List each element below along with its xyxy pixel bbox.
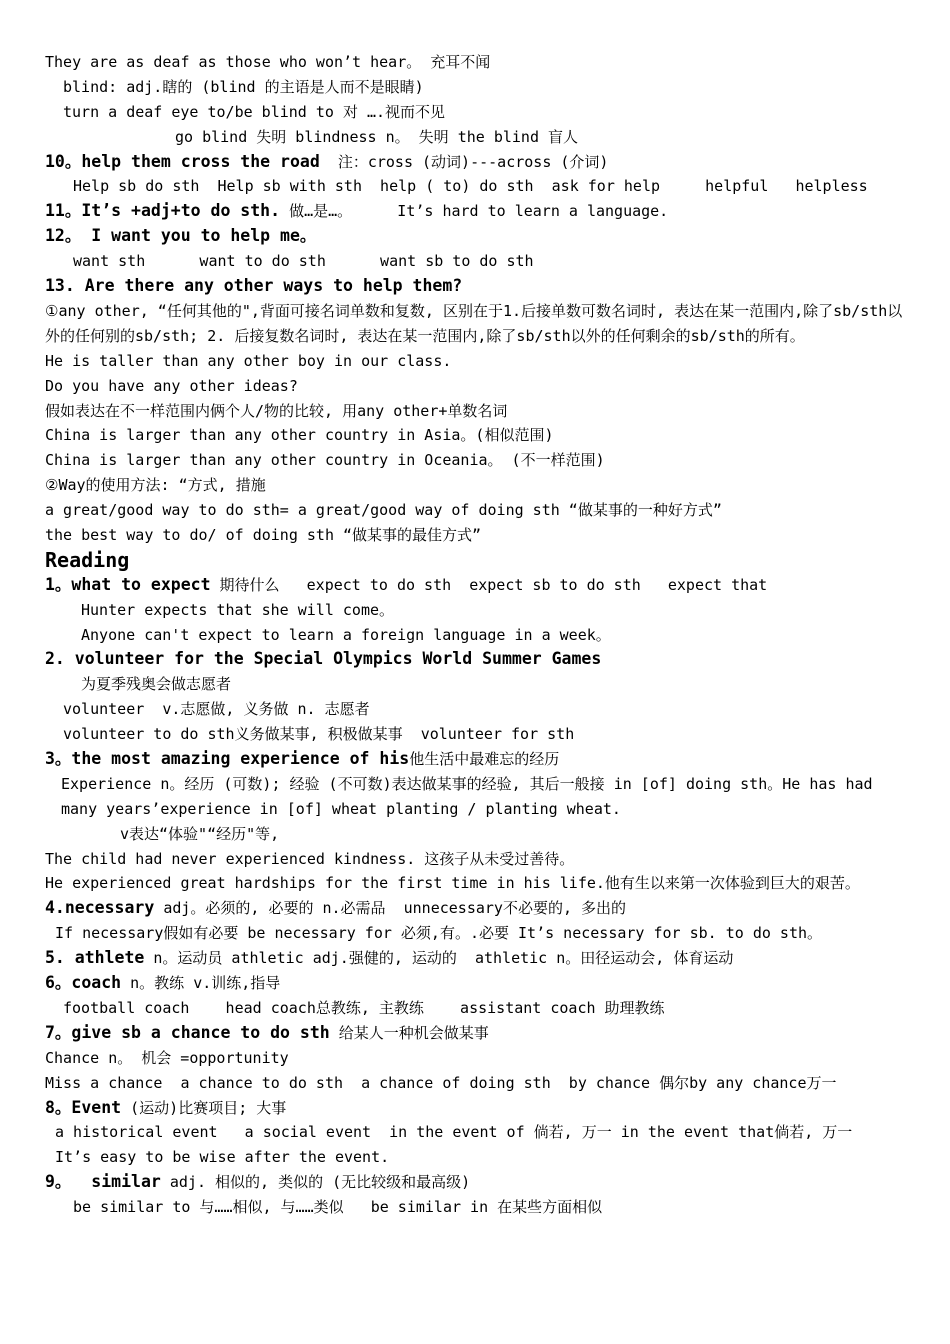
numbered-heading: 6。coach n。教练 v.训练,指导	[45, 973, 281, 993]
text-line: 假如表达在不一样范围内俩个人/物的比较, 用any other+单数名词	[45, 401, 508, 420]
text-line: Chance n。 机会 =opportunity	[45, 1048, 289, 1067]
text-line: a great/good way to do sth= a great/good way of doing sth “做某事的一种好方式”	[45, 501, 722, 520]
numbered-heading: 10。help them cross the road 注：cross (动词)---across (介词)	[45, 151, 609, 171]
text-line: It’s easy to be wise after the event.	[55, 1148, 390, 1167]
text-line: They are as deaf as those who won’t hear。 充耳不闻	[45, 53, 491, 71]
paragraph: ①any other, “任何其他的",背面可接名词单数和复数, 区别在于1.后接单数可数名词时, 表达在某一范围内,除了sb/sth以外的任何别的sb/sth; 2. 后接复数名词时, 表达在某一范围内,除了sb/sth以外的任何剩余的sb/sth的所有。	[45, 301, 903, 345]
numbered-heading: 4.necessary adj。必须的, 必要的 n.必需品 unnecessary不必要的, 多出的	[45, 898, 627, 918]
numbered-heading: 12。 I want you to help me。	[45, 226, 317, 246]
text-line: Miss a chance a chance to do sth a chance of doing sth by chance 偶尔by any chance万一	[45, 1073, 837, 1092]
numbered-heading: 7。give sb a chance to do sth 给某人一种机会做某事	[45, 1022, 489, 1042]
text-line: Help sb do sth Help sb with sth help ( to) do sth ask for help helpful helpless	[73, 177, 868, 196]
numbered-heading: 8。Event (运动)比赛项目; 大事	[45, 1097, 287, 1117]
text-line: Do you have any other ideas?	[45, 376, 298, 395]
text-line: turn a deaf eye to/be blind to 对 ….视而不见	[63, 102, 446, 121]
text-line: volunteer to do sth义务做某事, 积极做某事 volunteer for sth	[63, 725, 575, 744]
section-heading: Reading	[45, 547, 130, 572]
text-line: football coach head coach总教练, 主教练 assistant coach 助理教练	[63, 998, 665, 1017]
paragraph: He experienced great hardships for the first time in his life.他有生以来第一次体验到巨大的艰苦。	[45, 874, 860, 893]
numbered-heading: 9。 similar adj. 相似的, 类似的 (无比较级和最高级)	[45, 1172, 471, 1192]
text-line: The child had never experienced kindness. 这孩子从未受过善待。	[45, 849, 575, 868]
text-line: want sth want to do sth want sb to do sth	[73, 252, 534, 271]
text-line: v表达“体验"“经历"等,	[120, 824, 280, 843]
document-body	[45, 50, 907, 1220]
text-line: blind: adj.瞎的 (blind 的主语是人而不是眼睛)	[63, 77, 424, 96]
text-line: a historical event a social event in the event of 倘若, 万一 in the event that倘若, 万一	[55, 1123, 853, 1142]
text-line: be similar to 与……相似, 与……类似 be similar in 在某些方面相似	[73, 1198, 603, 1217]
text-line: volunteer v.志愿做, 义务做 n. 志愿者	[63, 700, 370, 719]
text-line: the best way to do/ of doing sth “做某事的最佳方式”	[45, 525, 482, 544]
numbered-heading: 11。It’s +adj+to do sth. 做…是…。 It’s hard to learn a language.	[45, 201, 669, 221]
text-line: go blind 失明 blindness n。 失明 the blind 盲人	[175, 127, 579, 146]
text-line: Hunter expects that she will come。	[81, 600, 395, 619]
paragraph: If necessary假如有必要 be necessary for 必须,有。.必要 It’s necessary for sb. to do sth。	[55, 924, 823, 943]
paragraph: Experience n。经历 (可数); 经验 (不可数)表达做某事的经验, 其后一般接 in [of] doing sth。He has had many years’experience in [of] wheat planting / planting wheat.	[61, 774, 873, 818]
text-line: Anyone can't expect to learn a foreign language in a week。	[81, 625, 611, 644]
text-line: ②Way的使用方法: “方式, 措施	[45, 476, 266, 495]
numbered-heading: 2. volunteer for the Special Olympics World Summer Games	[45, 649, 602, 669]
text-line: He is taller than any other boy in our class.	[45, 351, 452, 370]
numbered-heading: 5. athlete n。运动员 athletic adj.强健的, 运动的 athletic n。田径运动会, 体育运动	[45, 948, 734, 968]
text-line: China is larger than any other country in Asia。(相似范围)	[45, 426, 554, 445]
text-line: China is larger than any other country in Oceania。 (不一样范围)	[45, 451, 605, 470]
text-line: 为夏季残奥会做志愿者	[81, 675, 232, 694]
numbered-heading: 13. Are there any other ways to help them?	[45, 276, 463, 296]
numbered-heading: 1。what to expect 期待什么 expect to do sth expect sb to do sth expect that	[45, 574, 768, 594]
numbered-heading: 3。the most amazing experience of his他生活中最难忘的经历	[45, 748, 560, 768]
